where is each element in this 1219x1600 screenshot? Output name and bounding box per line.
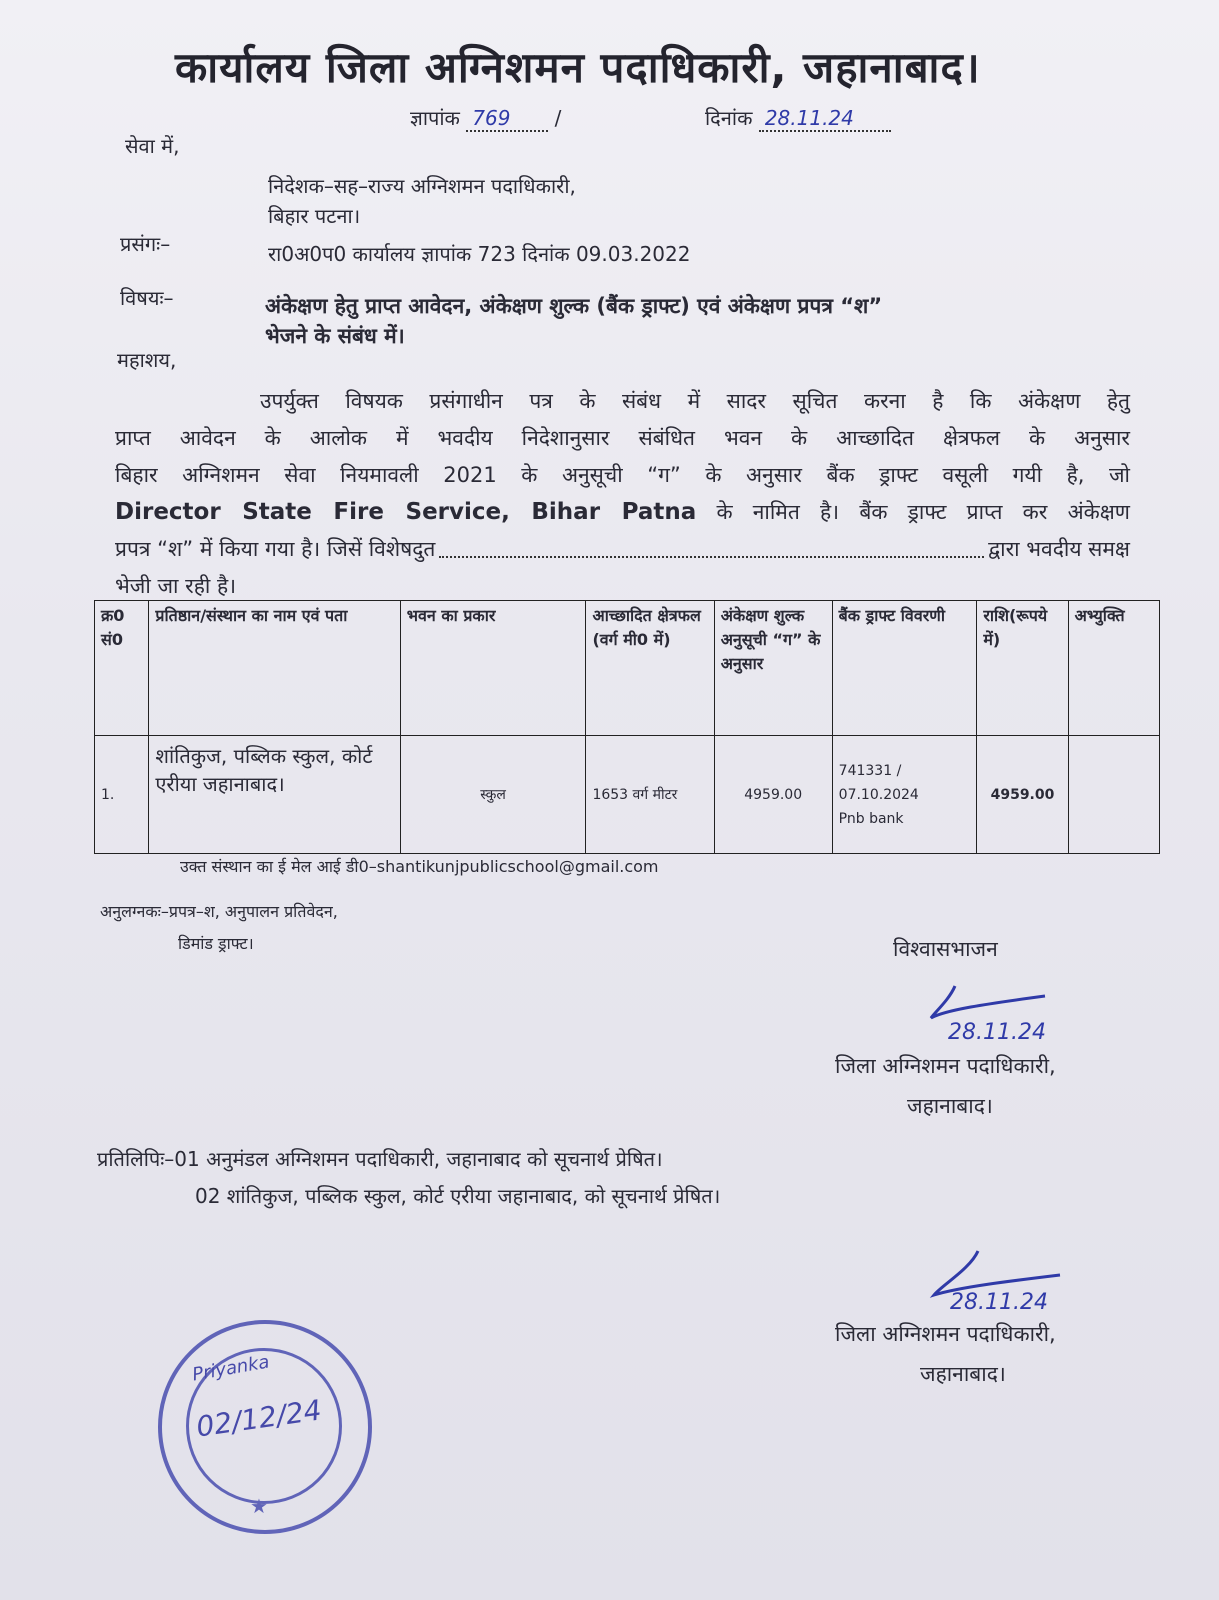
header-cell: बैंक ड्राफ्ट विवरणी (832, 601, 977, 736)
cell-amount: 4959.00 (977, 736, 1068, 854)
to-label: सेवा में, (125, 134, 180, 158)
cell-institution: शांतिकुज, पब्लिक स्कुल, कोर्ट एरीया जहानाबाद। (149, 736, 400, 854)
cell-area: 1653 वर्ग मीटर (586, 736, 714, 854)
recipient-line2: बिहार पटना। (268, 204, 361, 228)
body-line-rest: के नामित है। बैंक ड्राफ्ट प्राप्त कर अंकेक्षण (716, 500, 1130, 524)
closing: विश्वासभाजन (893, 937, 998, 961)
enclosure-line1: अनुलग्नकः–प्रपत्र–श, अनुपालन प्रतिवेदन, (100, 902, 338, 921)
recipient-line1: निदेशक–सह–राज्य अग्निशमन पदाधिकारी, (268, 174, 576, 198)
memo-label: ज्ञापांक (410, 106, 460, 130)
signature1-designation: जिला अग्निशमन पदाधिकारी, (835, 1054, 1056, 1078)
draft-number: 741331 / (838, 762, 902, 779)
header-cell: आच्छादित क्षेत्रफल (वर्ग मी0 में) (586, 601, 714, 736)
reference-text: रा0अ0प0 कार्यालय ज्ञापांक 723 दिनांक 09.03.2022 (268, 242, 691, 266)
stamp-receiver-name: Priyanka (190, 1351, 272, 1386)
cell-remarks (1068, 736, 1159, 854)
subject-label: विषयः– (120, 286, 174, 310)
copy-line2: 02 शांतिकुज, पब्लिक स्कुल, कोर्ट एरीया जहानाबाद, को सूचनार्थ प्रेषित। (195, 1184, 721, 1208)
draft-bank: Pnb bank (838, 810, 904, 827)
reference-label: प्रसंगः– (120, 232, 171, 256)
english-recipient: Director State Fire Service, Bihar Patna (115, 499, 697, 525)
body-paragraph (115, 383, 1130, 605)
table-header-row (95, 601, 1160, 736)
body-line: बिहार अग्निशमन सेवा नियमावली 2021 के अनुसूची “ग” के अनुसार बैंक ड्राफ्ट वसूली गयी है, जो (115, 463, 1130, 487)
signature1-date: 28.11.24 (948, 1020, 1046, 1045)
signature1-place: जहानाबाद। (907, 1094, 993, 1118)
cell-fee: 4959.00 (714, 736, 832, 854)
greeting: महाशय, (117, 348, 177, 372)
body-line (115, 494, 1130, 531)
header-cell: क्र0 सं0 (95, 601, 149, 736)
subject-line2: भेजने के संबंध में। (265, 324, 405, 348)
draft-date: 07.10.2024 (838, 786, 919, 803)
office-title: कार्यालय जिला अग्निशमन पदाधिकारी, जहानाबाद। (175, 43, 981, 92)
table-row (95, 736, 1160, 854)
cell-draft (832, 736, 977, 854)
body-line: उपर्युक्त विषयक प्रसंगाधीन पत्र के संबंध में सादर सूचित करना है कि अंकेक्षण हेतु (260, 389, 1130, 413)
date-label: दिनांक (705, 106, 753, 130)
signature2-designation: जिला अग्निशमन पदाधिकारी, (835, 1322, 1056, 1346)
body-line: भेजी जा रही है। (115, 574, 237, 598)
memo-value: 769 (466, 106, 548, 132)
letter-date (705, 104, 891, 132)
body-line-start: प्रपत्र “श” में किया गया है। जिसें विशेषदुत (115, 537, 436, 561)
copy-line1: प्रतिलिपिः–01 अनुमंडल अग्निशमन पदाधिकारी, जहानाबाद को सूचनार्थ प्रेषित। (97, 1147, 663, 1171)
memo-suffix: / (554, 106, 562, 130)
messenger-blank (439, 531, 984, 558)
body-line-end: द्वारा भवदीय समक्ष (988, 537, 1130, 561)
received-stamp (158, 1320, 372, 1534)
body-line: प्राप्त आवेदन के आलोक में भवदीय निदेशानुसार संबंधित भवन के आच्छादित क्षेत्रफल के अनुसार (115, 426, 1130, 450)
date-value: 28.11.24 (759, 106, 891, 132)
header-cell: अंकेक्षण शुल्क अनुसूची “ग” के अनुसार (714, 601, 832, 736)
cell-building-type: स्कुल (400, 736, 586, 854)
header-cell: अभ्युक्ति (1068, 601, 1159, 736)
enclosure-line2: डिमांड ड्राफ्ट। (178, 934, 254, 953)
memo-number (410, 104, 561, 132)
header-cell: राशि(रूपये में) (977, 601, 1068, 736)
signature2-date: 28.11.24 (950, 1290, 1048, 1315)
signature2-place: जहानाबाद। (920, 1362, 1006, 1386)
stamp-date: 02/12/24 (194, 1393, 324, 1444)
stamp-star-icon: ★ (250, 1494, 268, 1518)
header-cell: प्रतिष्ठान/संस्थान का नाम एवं पता (149, 601, 400, 736)
cell-sno: 1. (95, 736, 149, 854)
email-line: उक्त संस्थान का ई मेल आई डी0–shantikunjpublicschool@gmail.com (180, 857, 659, 876)
subject-line1: अंकेक्षण हेतु प्राप्त आवेदन, अंकेक्षण शुल्क (बैंक ड्राफ्ट) एवं अंकेक्षण प्रपत्र “श” (265, 294, 883, 318)
body-line (115, 531, 1130, 568)
audit-table (94, 600, 1160, 854)
header-cell: भवन का प्रकार (400, 601, 586, 736)
